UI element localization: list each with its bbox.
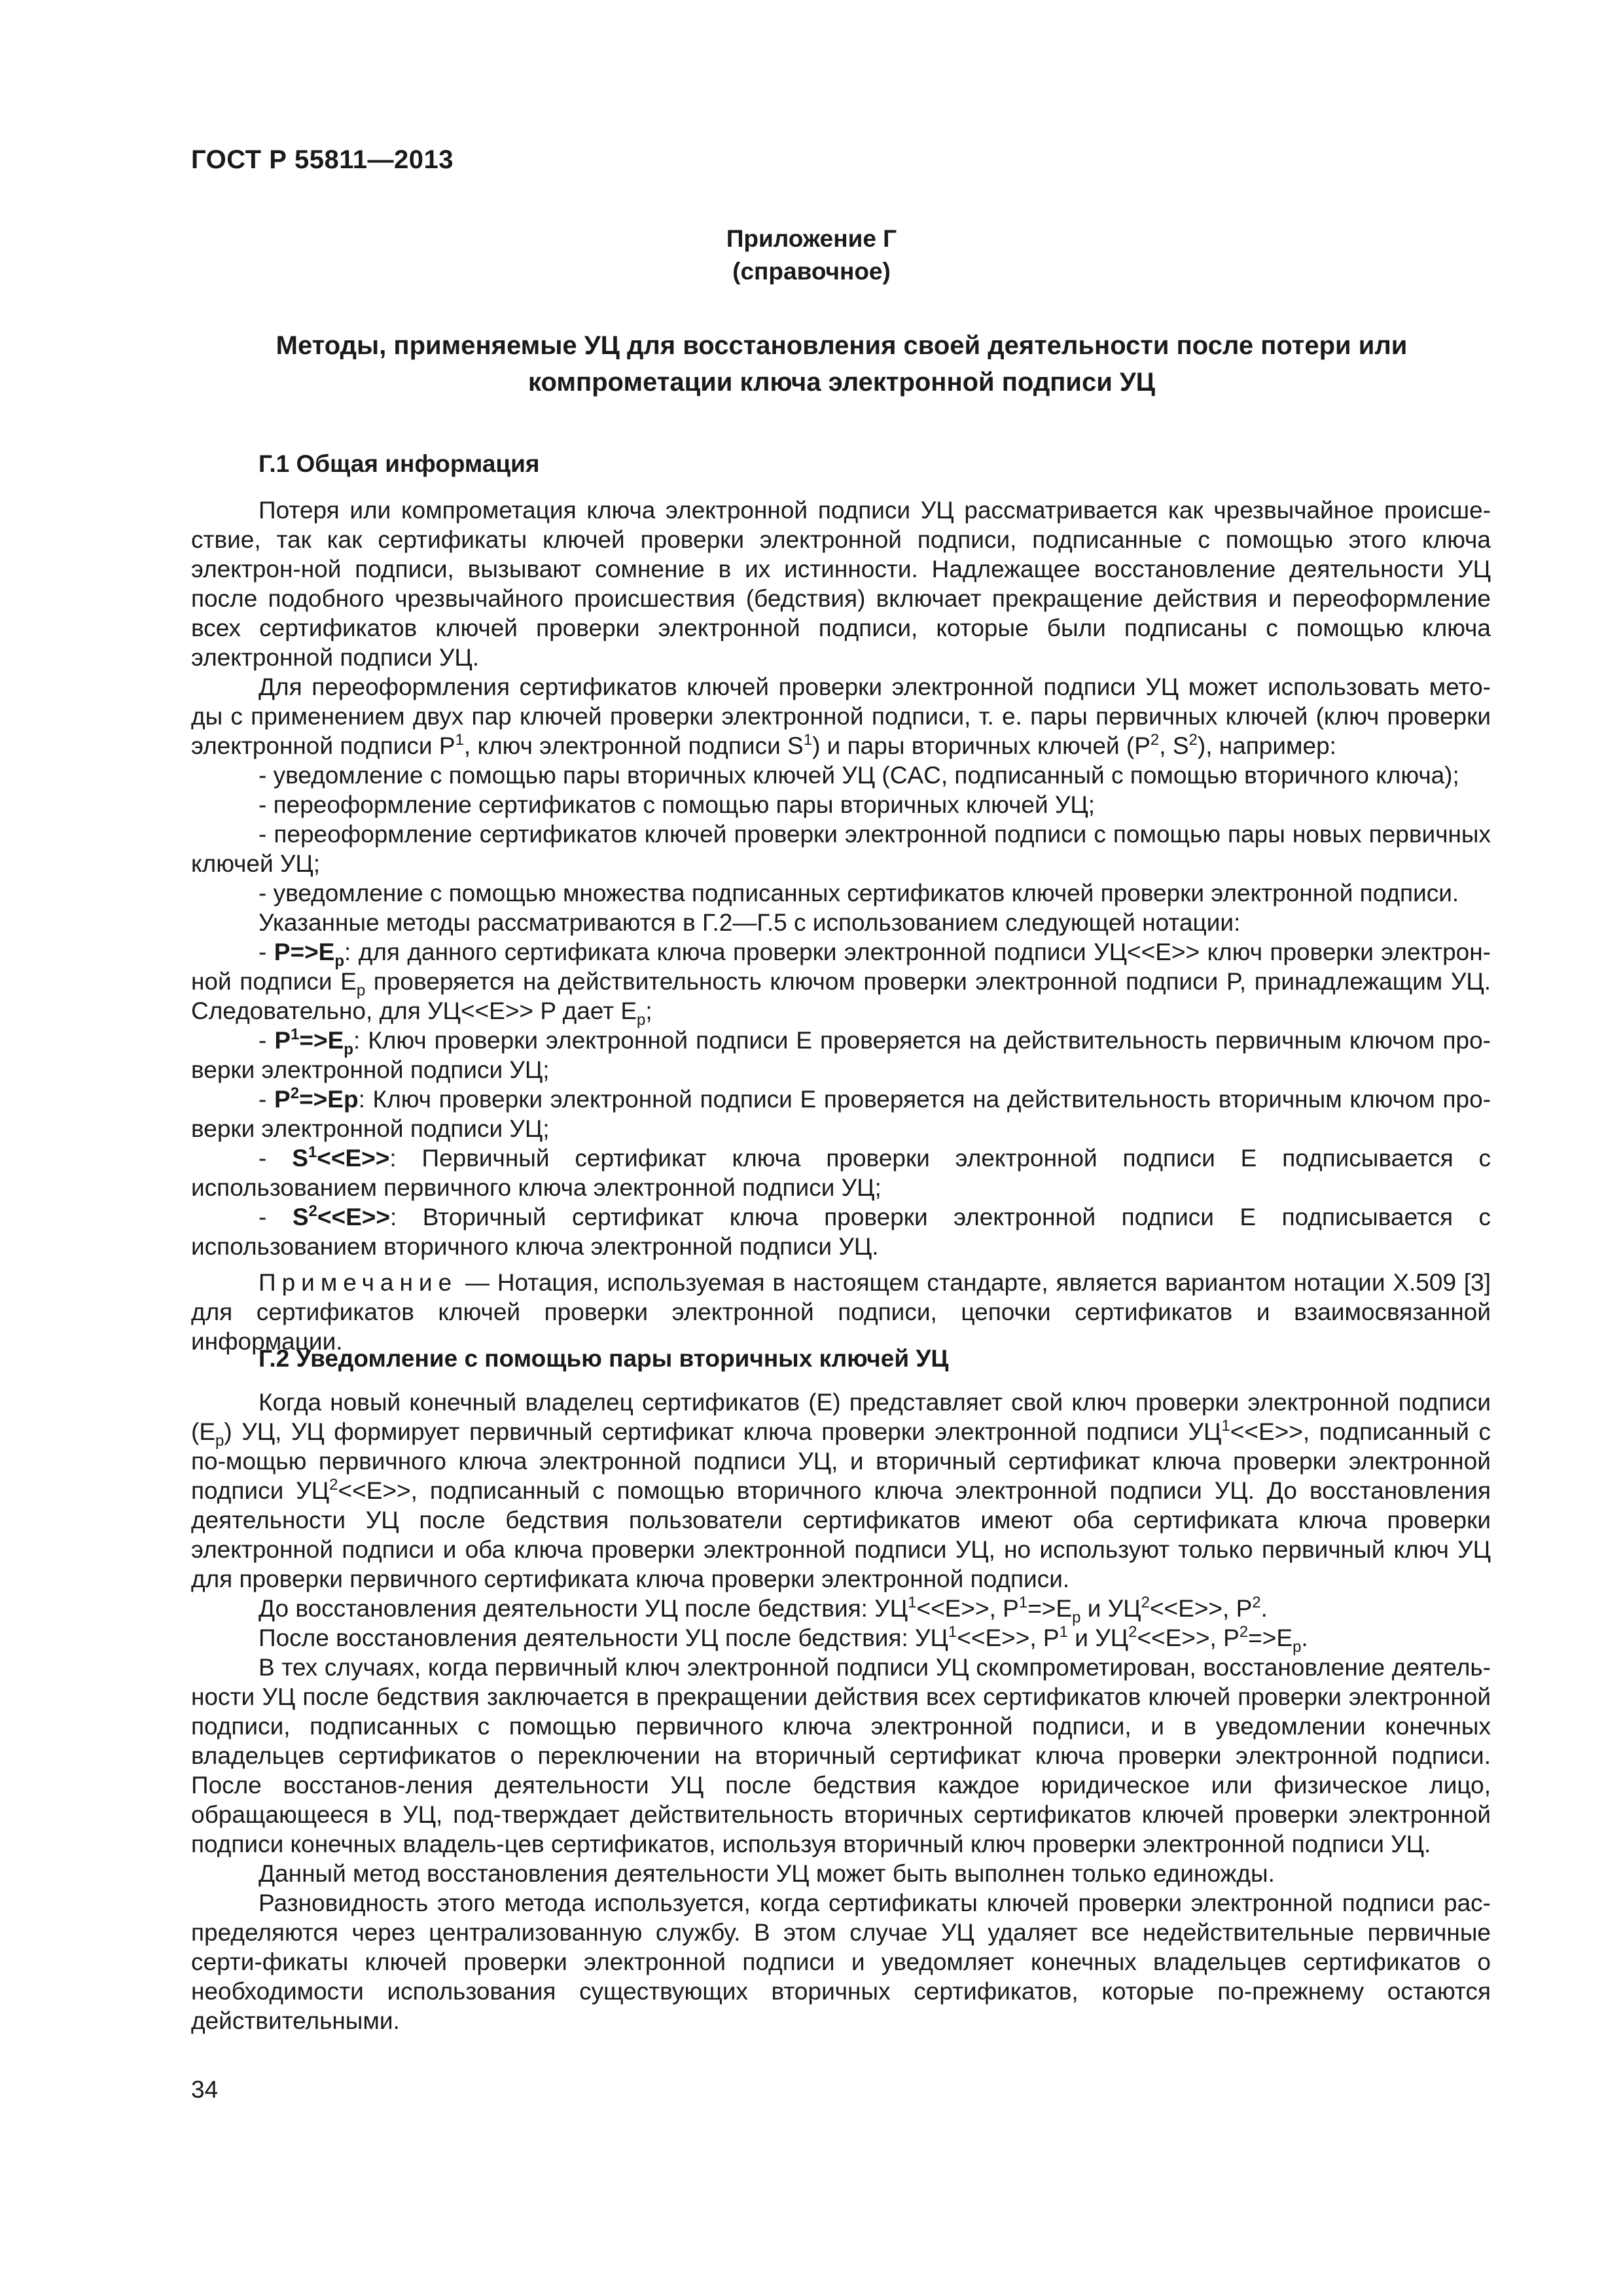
g1-list-item-4: - уведомление с помощью множества подписанных сертификатов ключей проверки электронной подписи.: [259, 880, 1459, 906]
g2-paragraph-6: Разновидность этого метода используется, когда сертификаты ключей проверки электронной подписи рас-пределяются через централизованную службу. В этом случае УЦ удаляет все недействительные первичные серти-фикаты ключей проверки электронной подписи и уведомляет конечных владельцев сертификатов о необходимости использования существующих вторичных сертификатов, которые по-прежнему остаются действительными.: [191, 1890, 1491, 2034]
notation-item-2: - $P^1=>E_p$: Ключ проверки электронной подписи E проверяется на действительность первичным ключом про-верки электронной подписи УЦ;: [191, 1026, 1491, 1083]
g1-list-item-3: - переоформление сертификатов ключей проверки электронной подписи с помощью пары новых первичных ключей УЦ;: [191, 821, 1491, 877]
section-g1-title: Г.1 Общая информация: [259, 450, 540, 477]
g2-paragraph-5: Данный метод восстановления деятельности УЦ может быть выполнен только единожды.: [259, 1860, 1275, 1887]
standard-header: ГОСТ Р 55811—2013: [191, 145, 454, 174]
g1-list-item-2: - переоформление сертификатов с помощью пары вторичных ключей УЦ;: [259, 791, 1096, 818]
g1-list-item-1: - уведомление с помощью пары вторичных ключей УЦ (CAC, подписанный с помощью вторичного ключа);: [259, 762, 1459, 789]
notation-item-5: - $S^2<<E>>$: Вторичный сертификат ключа проверки электронной подписи E подписывается с использованием вторичного ключа электронной подписи УЦ.: [191, 1202, 1491, 1260]
appendix-label: Приложение Г: [726, 225, 897, 252]
g2-paragraph-3: После восстановления деятельности УЦ после бедствия: $УЦ^1<<E>>$, $P^1$ и $УЦ^2<<E>>$, $P^2=>E_p$.: [259, 1623, 1308, 1656]
appendix-kind: (справочное): [732, 258, 891, 285]
g2-paragraph-2: До восстановления деятельности УЦ после бедствия: $УЦ^1<<E>>$, $P^1=>E_p$ и $УЦ^2<<E>>$, $P^2$.: [259, 1594, 1268, 1626]
g2-paragraph-4: В тех случаях, когда первичный ключ электронной подписи УЦ скомпрометирован, восстановление деятель-ности УЦ после бедствия заключается в прекращении действия всех сертификатов ключей проверки электронной подписи, подписанных с помощью первичного ключа электронной подписи, и в уведомлении конечных владельцев сертификатов о переключении на вторичный сертификат ключа проверки электронной подписи. После восстанов-ления деятельности УЦ после бедствия каждое юридическое или физическое лицо, обращающееся в УЦ, под-тверждает действительность вторичных сертификатов ключей проверки электронной подписи конечных владель-цев сертификатов, используя вторичный ключ проверки электронной подписи УЦ.: [191, 1654, 1491, 1857]
notation-item-4: - $S^1<<E>>$: Первичный сертификат ключа проверки электронной подписи E подписывается с использованием первичного ключа электронной подписи УЦ;: [191, 1143, 1491, 1201]
section-g2-body: [191, 1388, 1491, 2036]
page-number: 34: [191, 2076, 219, 2103]
notation-item-1: - $P=>E_p$: для данного сертификата ключа проверки электронной подписи УЦ<<E>> ключ проверки электрон-ной подписи $E_p$ проверяется на действительность ключом проверки электронной подписи P, принадлежащим УЦ. Следовательно, для УЦ<<E>> P дает $E_p$;: [191, 939, 1491, 1029]
appendix-title-line1: Методы, применяемые УЦ для восстановления своей деятельности после потери или: [276, 331, 1408, 360]
g1-methods-intro: Указанные методы рассматриваются в Г.2—Г.5 с использованием следующей нотации:: [259, 909, 1241, 936]
section-g1-body: [191, 495, 1491, 1356]
appendix-title-line2: компрометации ключа электронной подписи УЦ: [527, 368, 1156, 397]
notation-item-3: - $P^2=>Ep$: Ключ проверки электронной подписи E проверяется на действительность вторичным ключом про-верки электронной подписи УЦ;: [191, 1085, 1491, 1142]
section-g2-title: Г.2 Уведомление с помощью пары вторичных ключей УЦ: [259, 1345, 949, 1372]
note-label: Примечание: [259, 1269, 458, 1296]
g1-paragraph-1: Потеря или компрометация ключа электронной подписи УЦ рассматривается как чрезвычайное происше-ствие, так как сертификаты ключей проверки электронной подписи, подписанные с помощью этого ключа электрон-ной подписи, вызывают сомнение в их истинности. Надлежащее восстановление деятельности УЦ после подобного чрезвычайного происшествия (бедствия) включает прекращение действия и переоформление всех сертификатов ключей проверки электронной подписи, которые были подписаны с помощью ключа электронной подписи УЦ.: [191, 497, 1491, 671]
g1-note: Примечание — Нотация, используемая в настоящем стандарте, является вариантом нотации X.509 [3] для сертификатов ключей проверки электронной подписи, цепочки сертификатов и взаимосвязанной информации.: [191, 1269, 1491, 1355]
appendix-heading: [0, 223, 1623, 288]
g2-paragraph-1: Когда новый конечный владелец сертификатов (E) представляет свой ключ проверки электронной подписи $(E_p)$ УЦ, УЦ формирует первичный сертификат ключа проверки электронной подписи $УЦ^1<<E>>$, подписанный с по-мощью первичного ключа электронной подписи УЦ, и вторичный сертификат ключа проверки электронной подписи $УЦ^2<<E>>$, подписанный с помощью вторичного ключа электронной подписи УЦ. До восстановления деятельности УЦ после бедствия пользователи сертификатов имеют оба сертификата ключа проверки электронной подписи и оба ключа проверки электронной подписи УЦ, но используют только первичный ключ УЦ для проверки первичного сертификата ключа проверки электронной подписи.: [191, 1389, 1491, 1592]
appendix-title: [191, 327, 1492, 401]
g1-paragraph-2: Для переоформления сертификатов ключей проверки электронной подписи УЦ может использовать мето-ды с применением двух пар ключей проверки электронной подписи, т. е. пары первичных ключей (ключ проверки электронной подписи $P^1$, ключ электронной подписи $S^1$) и пары вторичных ключей ($P^2$, $S^2$), например:: [191, 673, 1491, 759]
